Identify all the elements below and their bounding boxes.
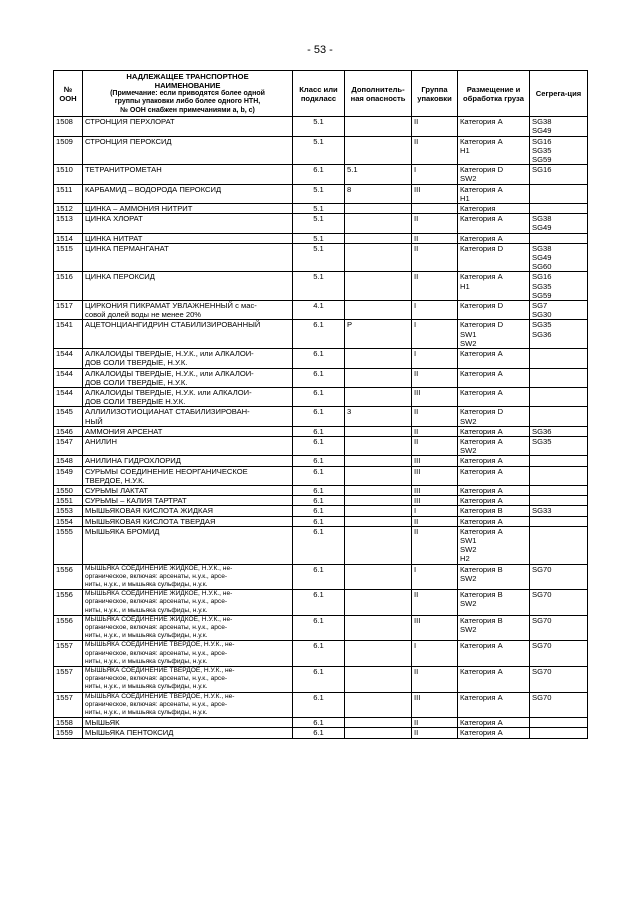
header-subsidiary-risk: Дополнитель-ная опасность [345,71,412,117]
table-row [54,407,588,426]
stowage-cell: Категория A SW2 [458,436,530,455]
shipping-name-cell: АЛЛИЛИЗОТИОЦИАНАТ СТАБИЛИЗИРОВАН- НЫЙ [83,407,293,426]
segregation-cell [530,466,588,485]
stowage-cell: Категория A [458,349,530,368]
table-row [54,506,588,516]
subsidiary-risk-cell [345,615,412,641]
un-number-cell: 1544 [54,387,83,406]
table-row [54,214,588,233]
table-row [54,692,588,718]
class-cell: 6.1 [293,516,345,526]
un-number-cell: 1512 [54,204,83,214]
table-row [54,117,588,136]
packing-group-cell: II [412,117,458,136]
subsidiary-risk-cell [345,387,412,406]
subsidiary-risk-cell [345,590,412,616]
class-cell: 6.1 [293,456,345,466]
packing-group-cell: III [412,692,458,718]
un-number-cell: 1511 [54,184,83,203]
subsidiary-risk-cell [345,368,412,387]
un-number-cell: 1557 [54,667,83,693]
class-cell: 6.1 [293,692,345,718]
subsidiary-risk-cell: 3 [345,407,412,426]
table-row [54,728,588,738]
shipping-name-cell: КАРБАМИД – ВОДОРОДА ПЕРОКСИД [83,184,293,203]
subsidiary-risk-cell [345,243,412,272]
class-cell: 6.1 [293,564,345,590]
segregation-cell: SG16 [530,165,588,184]
class-cell: 6.1 [293,436,345,455]
un-number-cell: 1557 [54,692,83,718]
segregation-cell: SG70 [530,692,588,718]
class-cell: 5.1 [293,243,345,272]
table-row [54,718,588,728]
packing-group-cell: II [412,233,458,243]
segregation-cell [530,485,588,495]
un-number-cell: 1554 [54,516,83,526]
un-number-cell: 1509 [54,136,83,165]
stowage-cell: Категория B SW2 [458,590,530,616]
segregation-cell: SG35 SG36 [530,320,588,349]
un-number-cell: 1514 [54,233,83,243]
subsidiary-risk-cell [345,728,412,738]
segregation-cell: SG70 [530,615,588,641]
segregation-cell [530,368,588,387]
packing-group-cell: II [412,136,458,165]
subsidiary-risk-cell [345,496,412,506]
packing-group-cell: II [412,728,458,738]
table-row [54,516,588,526]
table-header-row [54,71,588,117]
class-cell: 6.1 [293,485,345,495]
subsidiary-risk-cell: 5.1 [345,165,412,184]
segregation-cell [530,233,588,243]
class-cell: 6.1 [293,387,345,406]
un-number-cell: 1508 [54,117,83,136]
table-row [54,165,588,184]
shipping-name-cell: ТЕТРАНИТРОМЕТАН [83,165,293,184]
un-number-cell: 1545 [54,407,83,426]
table-row [54,641,588,667]
class-cell: 5.1 [293,204,345,214]
stowage-cell: Категория B SW2 [458,615,530,641]
stowage-cell: Категория D SW2 [458,407,530,426]
packing-group-cell: II [412,590,458,616]
stowage-cell: Категория A H1 [458,184,530,203]
subsidiary-risk-cell [345,204,412,214]
packing-group-cell: III [412,184,458,203]
un-number-cell: 1557 [54,641,83,667]
subsidiary-risk-cell [345,692,412,718]
shipping-name-cell: МЫШЬЯКА ПЕНТОКСИД [83,728,293,738]
subsidiary-risk-cell [345,466,412,485]
packing-group-cell: II [412,426,458,436]
packing-group-cell: III [412,496,458,506]
stowage-cell: Категория D [458,243,530,272]
table-row [54,615,588,641]
subsidiary-risk-cell: P [345,320,412,349]
segregation-cell: SG70 [530,564,588,590]
segregation-cell [530,407,588,426]
subsidiary-risk-cell [345,641,412,667]
segregation-cell: SG70 [530,667,588,693]
header-un-no: № ООН [54,71,83,117]
table-row [54,426,588,436]
stowage-cell: Категория B SW2 [458,564,530,590]
packing-group-cell: I [412,165,458,184]
shipping-name-cell: МЫШЬЯКА СОЕДИНЕНИЕ ЖИДКОЕ, Н.У.К., не- органическое, включая: арсенаты, н.у.к., арсе- ниты, н.у.к., и мышьяка сульфиды, н.у.к. [83,564,293,590]
un-number-cell: 1515 [54,243,83,272]
packing-group-cell: I [412,641,458,667]
segregation-cell [530,349,588,368]
subsidiary-risk-cell [345,233,412,243]
un-number-cell: 1555 [54,526,83,564]
class-cell: 6.1 [293,165,345,184]
subsidiary-risk-cell [345,426,412,436]
un-number-cell: 1544 [54,349,83,368]
shipping-name-cell: ЦИНКА НИТРАТ [83,233,293,243]
subsidiary-risk-cell [345,456,412,466]
class-cell: 5.1 [293,117,345,136]
class-cell: 6.1 [293,349,345,368]
shipping-name-cell: ЦИРКОНИЯ ПИКРАМАТ УВЛАЖНЕННЫЙ с мас- совой долей воды не менее 20% [83,301,293,320]
packing-group-cell: II [412,272,458,301]
packing-group-cell: III [412,387,458,406]
shipping-name-cell: СУРЬМЫ – КАЛИЯ ТАРТРАТ [83,496,293,506]
packing-group-cell: II [412,436,458,455]
class-cell: 5.1 [293,272,345,301]
packing-group-cell: II [412,214,458,233]
packing-group-cell: I [412,564,458,590]
header-stowage: Размещение и обработка груза [458,71,530,117]
class-cell: 6.1 [293,407,345,426]
subsidiary-risk-cell [345,301,412,320]
table-row [54,349,588,368]
stowage-cell: Категория A [458,456,530,466]
class-cell: 6.1 [293,466,345,485]
segregation-cell: SG36 [530,426,588,436]
header-class: Класс или подкласс [293,71,345,117]
page-number: - 53 - [307,44,333,56]
shipping-name-cell: МЫШЬЯКА СОЕДИНЕНИЕ ЖИДКОЕ, Н.У.К., не- органическое, включая: арсенаты, н.у.к., арсе- ниты, н.у.к., и мышьяка сульфиды, н.у.к. [83,590,293,616]
class-cell: 5.1 [293,184,345,203]
table-row [54,436,588,455]
class-cell: 6.1 [293,368,345,387]
stowage-cell: Категория B [458,506,530,516]
subsidiary-risk-cell [345,349,412,368]
segregation-cell [530,526,588,564]
stowage-cell: Категория D [458,301,530,320]
subsidiary-risk-cell [345,526,412,564]
header-name: НАДЛЕЖАЩЕЕ ТРАНСПОРТНОЕ НАИМЕНОВАНИЕ (Примечание: если приводятся более одной группы упаковки либо более одного НТН, № ООН снабжен примечаниями a, b, c) [83,71,293,117]
shipping-name-cell: МЫШЬЯКА СОЕДИНЕНИЕ ТВЕРДОЕ, Н.У.К., не- органическое, включая: арсенаты, н.у.к., арсе- ниты, н.у.к., и мышьяка сульфиды, н.у.к. [83,692,293,718]
table-row [54,456,588,466]
packing-group-cell: II [412,667,458,693]
table-row [54,233,588,243]
class-cell: 6.1 [293,526,345,564]
header-packing-group: Группа упаковки [412,71,458,117]
header-segregation: Сегрега-ция [530,71,588,117]
segregation-cell: SG38 SG49 SG60 [530,243,588,272]
un-number-cell: 1513 [54,214,83,233]
stowage-cell: Категория A [458,214,530,233]
shipping-name-cell: ЦИНКА ПЕРМАНГАНАТ [83,243,293,272]
subsidiary-risk-cell [345,272,412,301]
un-number-cell: 1550 [54,485,83,495]
shipping-name-cell: СТРОНЦИЯ ПЕРОКСИД [83,136,293,165]
class-cell: 6.1 [293,718,345,728]
segregation-cell [530,496,588,506]
stowage-cell: Категория A [458,233,530,243]
table-row [54,272,588,301]
segregation-cell [530,728,588,738]
un-number-cell: 1547 [54,436,83,455]
shipping-name-cell: МЫШЬЯК [83,718,293,728]
segregation-cell [530,387,588,406]
shipping-name-cell: МЫШЬЯКОВАЯ КИСЛОТА ЖИДКАЯ [83,506,293,516]
packing-group-cell: III [412,466,458,485]
un-number-cell: 1553 [54,506,83,516]
packing-group-cell: I [412,349,458,368]
packing-group-cell [412,204,458,214]
class-cell: 5.1 [293,136,345,165]
table-row [54,320,588,349]
table-row [54,590,588,616]
un-number-cell: 1516 [54,272,83,301]
shipping-name-cell: МЫШЬЯКА СОЕДИНЕНИЕ ТВЕРДОЕ, Н.У.К., не- органическое, включая: арсенаты, н.у.к., арсе- ниты, н.у.к., и мышьяка сульфиды, н.у.к. [83,667,293,693]
shipping-name-cell: МЫШЬЯКА БРОМИД [83,526,293,564]
subsidiary-risk-cell [345,436,412,455]
stowage-cell: Категория A [458,466,530,485]
segregation-cell: SG16 SG35 SG59 [530,136,588,165]
segregation-cell: SG70 [530,590,588,616]
packing-group-cell: II [412,243,458,272]
segregation-cell: SG16 SG35 SG59 [530,272,588,301]
segregation-cell [530,204,588,214]
un-number-cell: 1544 [54,368,83,387]
un-number-cell: 1549 [54,466,83,485]
shipping-name-cell: СТРОНЦИЯ ПЕРХЛОРАТ [83,117,293,136]
segregation-cell: SG70 [530,641,588,667]
stowage-cell: Категория [458,204,530,214]
stowage-cell: Категория A [458,496,530,506]
un-number-cell: 1517 [54,301,83,320]
stowage-cell: Категория A SW1 SW2 H2 [458,526,530,564]
shipping-name-cell: АММОНИЯ АРСЕНАТ [83,426,293,436]
class-cell: 6.1 [293,728,345,738]
shipping-name-cell: ЦИНКА – АММОНИЯ НИТРИТ [83,204,293,214]
packing-group-cell: I [412,320,458,349]
subsidiary-risk-cell [345,136,412,165]
segregation-cell: SG35 [530,436,588,455]
shipping-name-cell: АЛКАЛОИДЫ ТВЕРДЫЕ, Н.У.К., или АЛКАЛОИ- ДОВ СОЛИ ТВЕРДЫЕ, Н.У.К. [83,368,293,387]
class-cell: 6.1 [293,641,345,667]
subsidiary-risk-cell [345,214,412,233]
stowage-cell: Категория A [458,426,530,436]
shipping-name-cell: СУРЬМЫ ЛАКТАТ [83,485,293,495]
subsidiary-risk-cell [345,117,412,136]
table-row [54,526,588,564]
stowage-cell: Категория D SW1 SW2 [458,320,530,349]
class-cell: 6.1 [293,615,345,641]
class-cell: 6.1 [293,496,345,506]
table-row [54,387,588,406]
subsidiary-risk-cell [345,506,412,516]
table-row [54,301,588,320]
table-row [54,204,588,214]
table-row [54,496,588,506]
segregation-cell [530,718,588,728]
shipping-name-cell: ЦИНКА ХЛОРАТ [83,214,293,233]
shipping-name-cell: АЛКАЛОИДЫ ТВЕРДЫЕ, Н.У.К., или АЛКАЛОИ- ДОВ СОЛИ ТВЕРДЫЕ, Н.У.К. [83,349,293,368]
stowage-cell: Категория A [458,692,530,718]
un-number-cell: 1556 [54,590,83,616]
subsidiary-risk-cell [345,718,412,728]
shipping-name-cell: МЫШЬЯКА СОЕДИНЕНИЕ ЖИДКОЕ, Н.У.К., не- органическое, включая: арсенаты, н.у.к., арсе- ниты, н.у.к., и мышьяка сульфиды, н.у.к. [83,615,293,641]
un-number-cell: 1556 [54,615,83,641]
table-row [54,485,588,495]
stowage-cell: Категория A [458,485,530,495]
un-number-cell: 1546 [54,426,83,436]
un-number-cell: 1558 [54,718,83,728]
stowage-cell: Категория A H1 [458,272,530,301]
table-row [54,368,588,387]
un-number-cell: 1556 [54,564,83,590]
table-row [54,466,588,485]
stowage-cell: Категория A [458,387,530,406]
un-number-cell: 1541 [54,320,83,349]
stowage-cell: Категория A [458,641,530,667]
shipping-name-cell: СУРЬМЫ СОЕДИНЕНИЕ НЕОРГАНИЧЕСКОЕ ТВЕРДОЕ, Н.У.К. [83,466,293,485]
segregation-cell [530,456,588,466]
packing-group-cell: III [412,615,458,641]
segregation-cell [530,184,588,203]
stowage-cell: Категория A [458,728,530,738]
shipping-name-cell: АЦЕТОНЦИАНГИДРИН СТАБИЛИЗИРОВАННЫЙ [83,320,293,349]
subsidiary-risk-cell [345,516,412,526]
class-cell: 4.1 [293,301,345,320]
subsidiary-risk-cell [345,667,412,693]
stowage-cell: Категория A [458,516,530,526]
class-cell: 5.1 [293,214,345,233]
packing-group-cell: I [412,301,458,320]
segregation-cell: SG38 SG49 [530,214,588,233]
stowage-cell: Категория D SW2 [458,165,530,184]
packing-group-cell: II [412,516,458,526]
un-number-cell: 1559 [54,728,83,738]
table-row [54,667,588,693]
class-cell: 6.1 [293,506,345,516]
packing-group-cell: III [412,485,458,495]
stowage-cell: Категория A H1 [458,136,530,165]
table-row [54,243,588,272]
shipping-name-cell: МЫШЬЯКОВАЯ КИСЛОТА ТВЕРДАЯ [83,516,293,526]
un-number-cell: 1548 [54,456,83,466]
segregation-cell: SG33 [530,506,588,516]
shipping-name-cell: АНИЛИН [83,436,293,455]
packing-group-cell: III [412,456,458,466]
shipping-name-cell: МЫШЬЯКА СОЕДИНЕНИЕ ТВЕРДОЕ, Н.У.К., не- органическое, включая: арсенаты, н.у.к., арсе- ниты, н.у.к., и мышьяка сульфиды, н.у.к. [83,641,293,667]
un-number-cell: 1510 [54,165,83,184]
packing-group-cell: II [412,718,458,728]
dangerous-goods-table [53,70,588,739]
packing-group-cell: II [412,407,458,426]
packing-group-cell: II [412,368,458,387]
segregation-cell: SG38 SG49 [530,117,588,136]
shipping-name-cell: АЛКАЛОИДЫ ТВЕРДЫЕ, Н.У.К. или АЛКАЛОИ- ДОВ СОЛИ ТВЕРДЫЕ Н.У.К. [83,387,293,406]
stowage-cell: Категория A [458,667,530,693]
class-cell: 5.1 [293,233,345,243]
class-cell: 6.1 [293,320,345,349]
segregation-cell [530,516,588,526]
table-row [54,564,588,590]
table-row [54,136,588,165]
segregation-cell: SG7 SG30 [530,301,588,320]
subsidiary-risk-cell [345,485,412,495]
class-cell: 6.1 [293,667,345,693]
shipping-name-cell: АНИЛИНА ГИДРОХЛОРИД [83,456,293,466]
un-number-cell: 1551 [54,496,83,506]
table-row [54,184,588,203]
shipping-name-cell: ЦИНКА ПЕРОКСИД [83,272,293,301]
subsidiary-risk-cell: 8 [345,184,412,203]
class-cell: 6.1 [293,590,345,616]
stowage-cell: Категория A [458,718,530,728]
subsidiary-risk-cell [345,564,412,590]
packing-group-cell: I [412,506,458,516]
packing-group-cell: II [412,526,458,564]
class-cell: 6.1 [293,426,345,436]
stowage-cell: Категория A [458,368,530,387]
stowage-cell: Категория A [458,117,530,136]
